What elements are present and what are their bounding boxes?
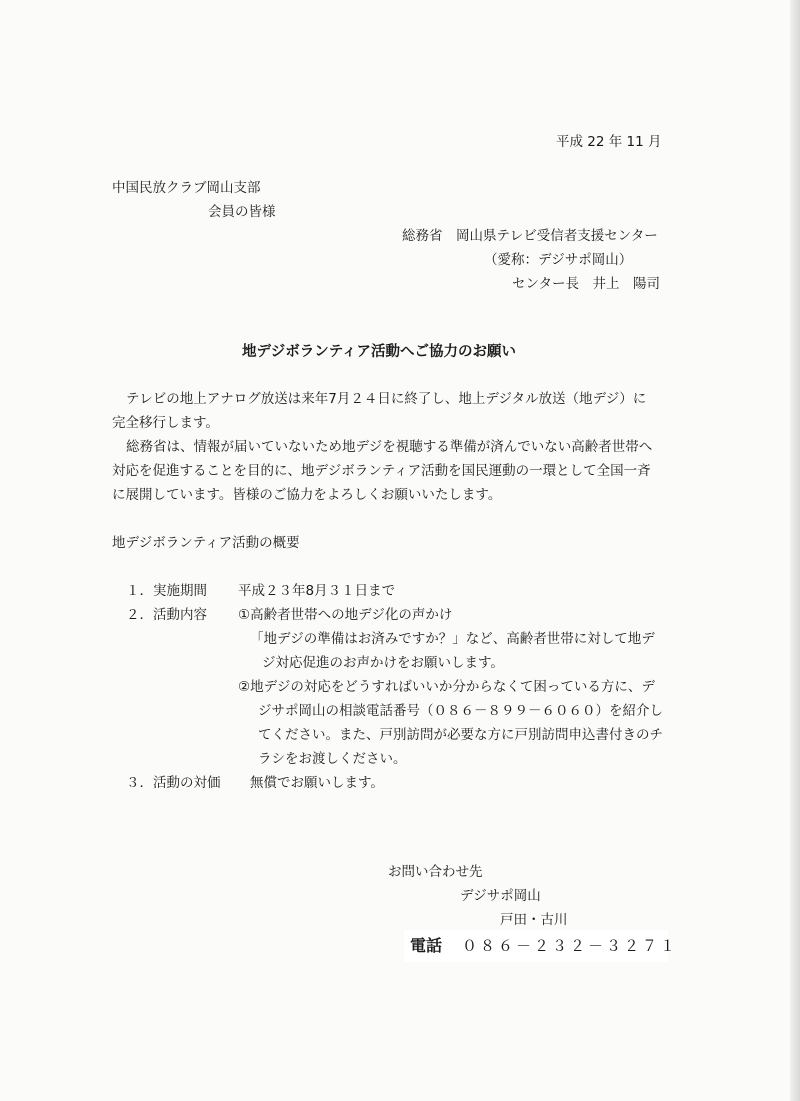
- letter-title: 地デジボランティア活動へご協力のお願い: [242, 344, 517, 360]
- body-line-2: 完全移行します。: [112, 415, 219, 431]
- item-3-label: ３．活動の対価: [126, 775, 221, 791]
- activity-line-2: ジ対応促進のお声かけをお願いします。: [262, 655, 504, 671]
- contact-names: 戸田・古川: [500, 912, 568, 928]
- phone-number: ０８６－２３２－３２７１: [462, 937, 679, 955]
- sender-org: 総務省 岡山県テレビ受信者支援センター: [402, 228, 658, 244]
- body-line-5: に展開しています。皆様のご協力をよろしくお願いいたします。: [112, 487, 502, 503]
- recipient-org: 中国民放クラブ岡山支部: [112, 180, 261, 196]
- activity-line-5: てください。また、戸別訪問が必要な方に戸別訪問申込書付きのチ: [258, 727, 663, 743]
- item-2-value: ①高齢者世帯への地デジ化の声かけ: [238, 607, 453, 623]
- contact-org: デジサポ岡山: [460, 888, 541, 904]
- phone-label: 電話: [410, 936, 443, 955]
- phone-box: [404, 930, 679, 962]
- activity-line-3: ②地デジの対応をどうすればいいか分からなくて困っている方に、デ: [238, 679, 655, 695]
- overview-heading: 地デジボランティア活動の概要: [112, 535, 300, 551]
- sender-head: センター長 井上 陽司: [512, 276, 660, 292]
- recipient-members: 会員の皆様: [208, 204, 276, 220]
- item-2-label: ２．活動内容: [126, 607, 207, 623]
- letter-date: 平成 22 年 11 月: [556, 134, 662, 150]
- item-1-value: 平成２３年8月３１日まで: [238, 583, 396, 599]
- body-line-4: 対応を促進することを目的に、地デジボランティア活動を国民運動の一環として全国一斉: [112, 463, 651, 479]
- activity-line-4: ジサポ岡山の相談電話番号（０８６－８９９－６０６０）を紹介し: [258, 703, 663, 719]
- body-line-1: テレビの地上アナログ放送は来年7月２４日に終了し、地上デジタル放送（地デジ）に: [126, 391, 647, 407]
- item-3-value: 無償でお願いします。: [250, 775, 384, 791]
- activity-line-6: ラシをお渡しください。: [258, 751, 407, 767]
- activity-line-1: 「地デジの準備はお済みですか？」など、高齢者世帯に対して地デ: [250, 631, 655, 647]
- contact-heading: お問い合わせ先: [388, 864, 483, 880]
- item-1-label: １．実施期間: [126, 583, 207, 599]
- sender-nickname: （愛称：デジサポ岡山）: [484, 252, 633, 268]
- body-line-3: 総務省は、情報が届いていないため地デジを視聴する準備が済んでいない高齢者世帯へ: [126, 439, 653, 455]
